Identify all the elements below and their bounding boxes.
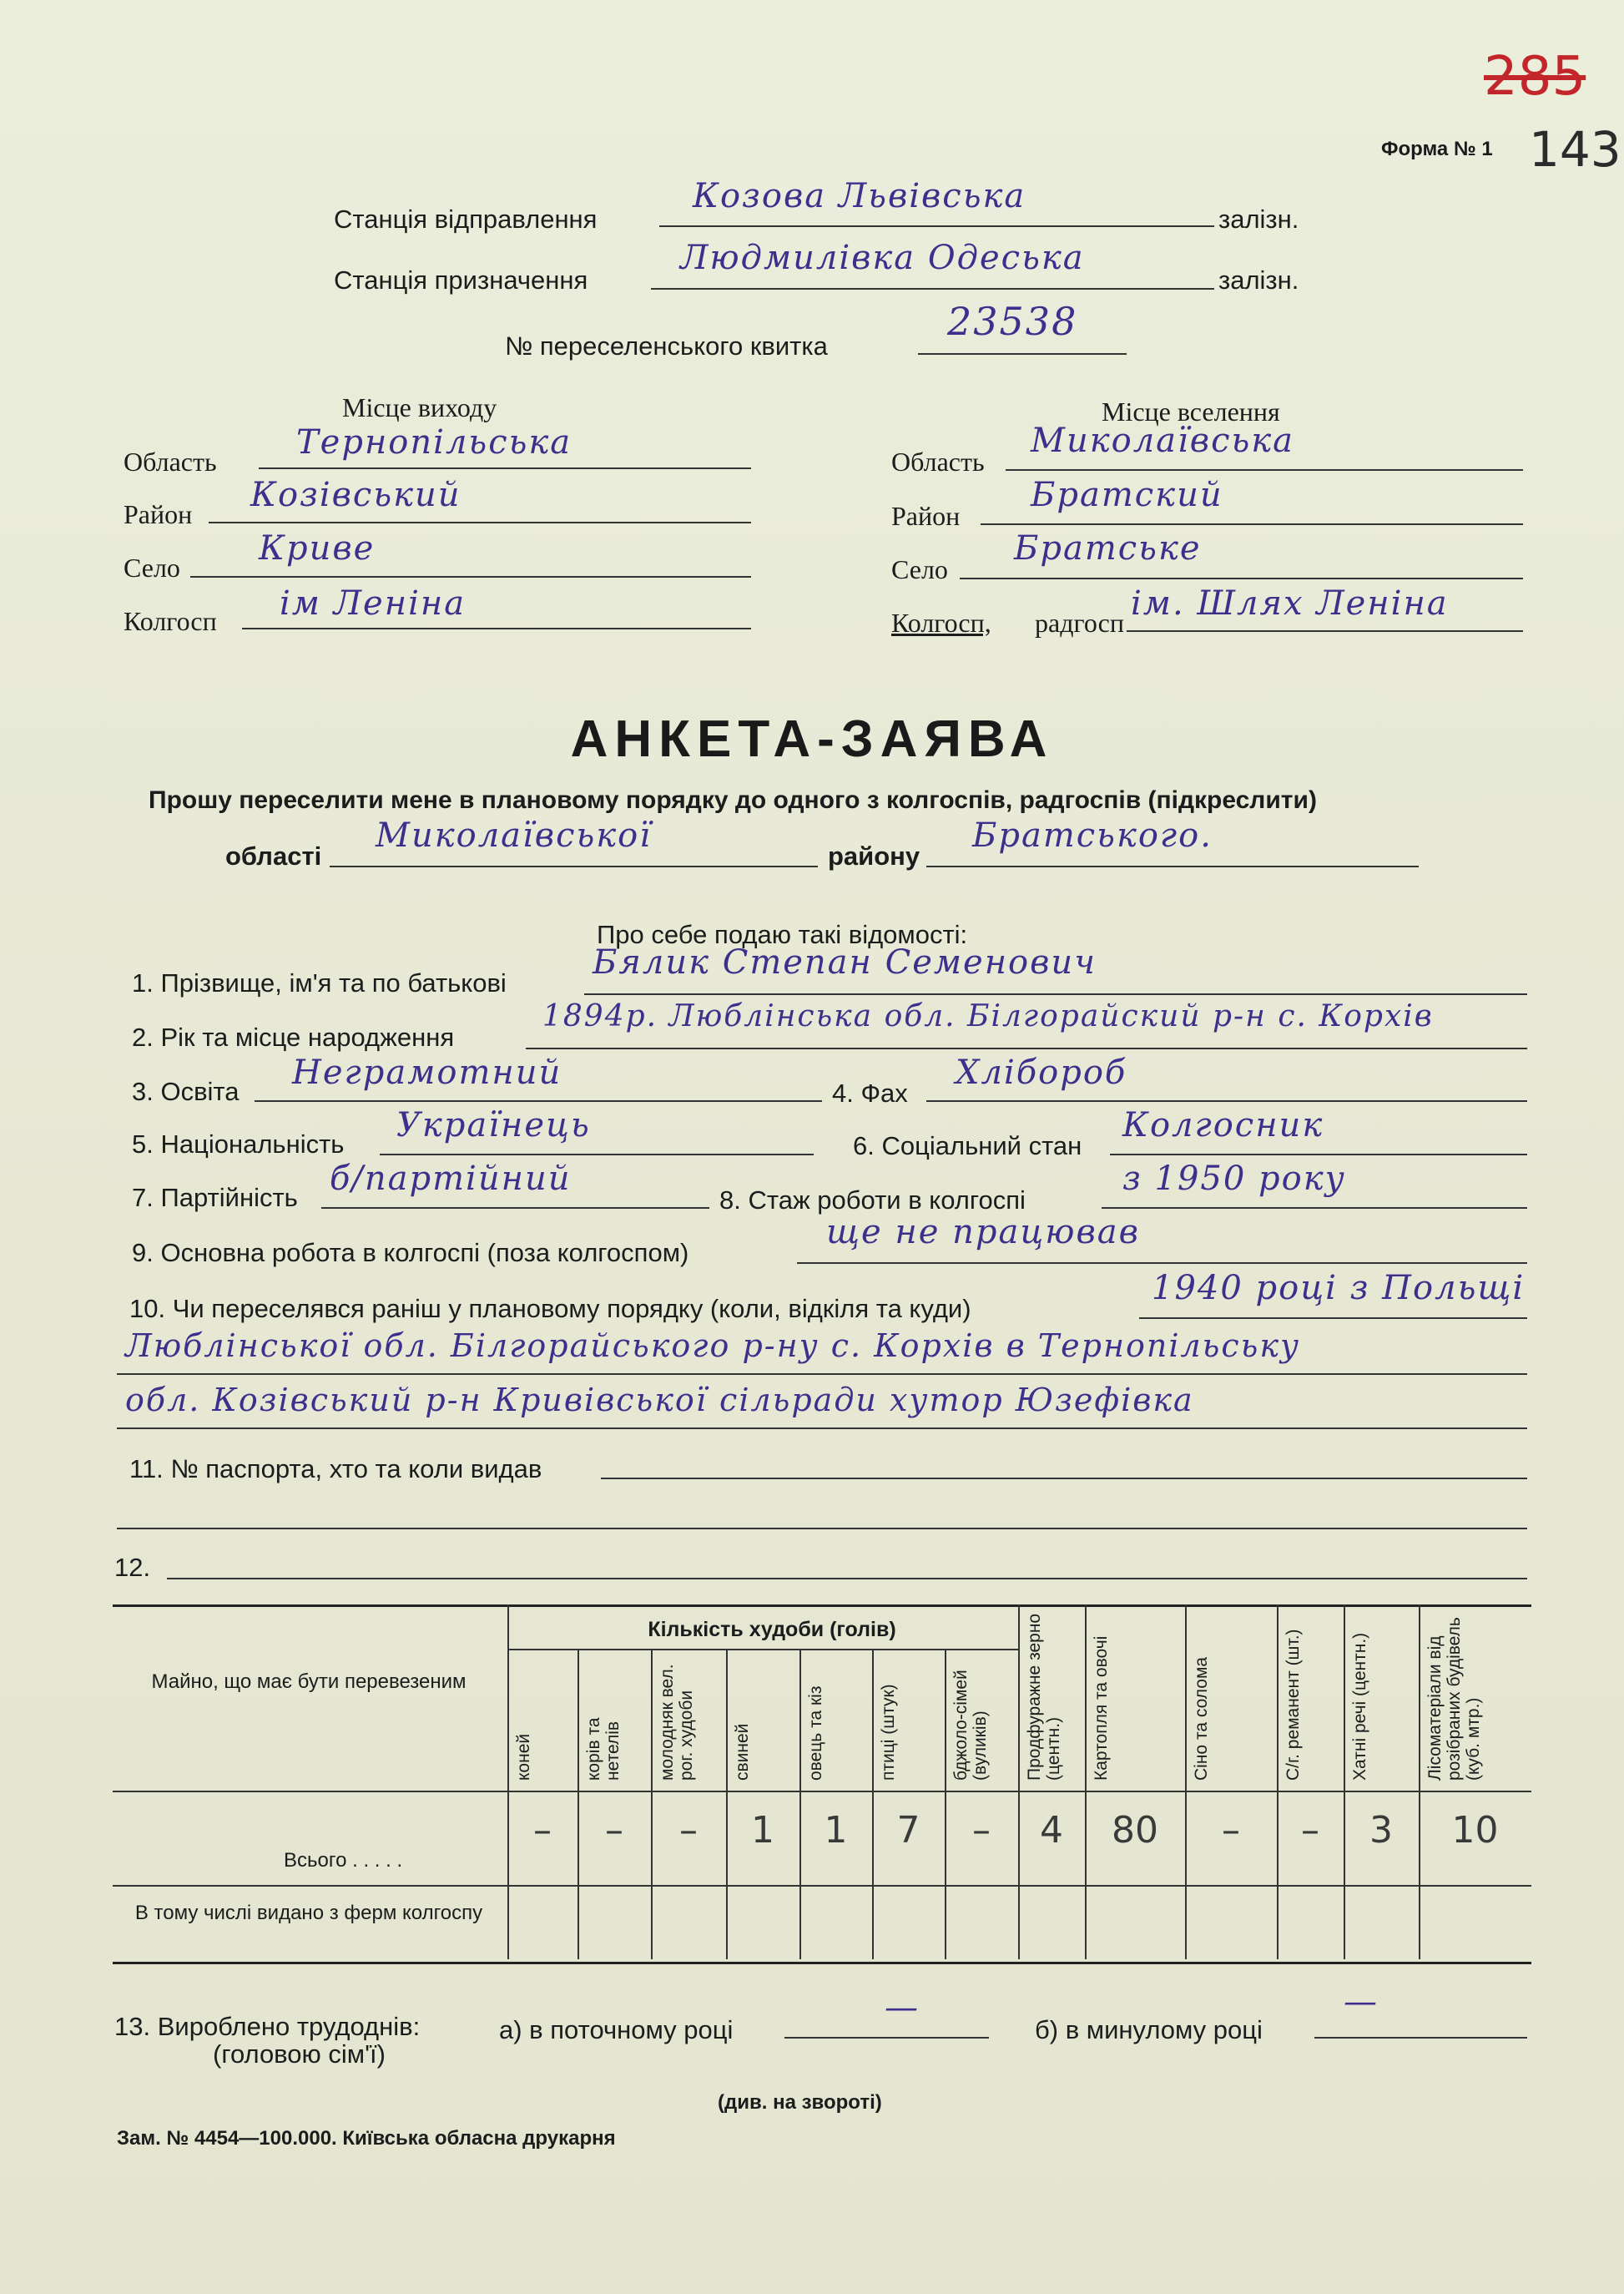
table-total-value: 80 [1112, 1809, 1158, 1852]
table-vertical-rule [1277, 1604, 1279, 1959]
destination-oblast-value: Миколаївська [1031, 422, 1294, 460]
field-10-line-2 [117, 1373, 1527, 1375]
destination-selo-value: Братське [1014, 529, 1202, 568]
destination-selo-line [960, 578, 1523, 579]
field-3-value: Неграмотний [292, 1054, 562, 1092]
destination-radhosp-label: радгосп [1035, 608, 1124, 638]
field-13a-line [784, 2037, 989, 2039]
form-number: Форма № 1 [1381, 138, 1493, 160]
table-total-value: 10 [1451, 1809, 1499, 1852]
field-11-line-2 [117, 1528, 1527, 1529]
field-7-label: 7. Партійність [132, 1183, 298, 1212]
info-heading: Про себе подаю такі відомості: [597, 920, 968, 949]
table-vertical-rule [1419, 1604, 1420, 1959]
destination-selo-label: Село [891, 554, 948, 584]
footer-printer: Зам. № 4454—100.000. Київська обласна друкарня [117, 2127, 616, 2150]
field-13a-value: — [885, 1988, 920, 2027]
field-12-line [167, 1578, 1527, 1579]
see-back-note: (див. на звороті) [718, 2091, 882, 2114]
table-horizontal-rule [507, 1649, 1018, 1650]
request-line: Прошу переселити мене в плановому порядку до одного з колгоспів, радгоспів (підкреслити) [149, 786, 1317, 814]
table-vertical-rule [1085, 1604, 1087, 1959]
field-3-line [255, 1100, 822, 1102]
destination-rail-suffix: залізн. [1218, 265, 1299, 295]
destination-kolhosp-label: Колгосп, [891, 608, 991, 638]
table-vertical-rule [1344, 1604, 1345, 1959]
table-total-value: – [533, 1809, 552, 1852]
origin-oblast-value: Тернопільська [296, 423, 572, 462]
departure-station-label: Станція відправлення [334, 205, 598, 234]
field-13b-value: — [1344, 1983, 1379, 2021]
field-13b-line [1314, 2037, 1527, 2039]
field-5-line [380, 1154, 814, 1155]
destination-kolhosp-line [1127, 630, 1523, 632]
departure-station-value: Козова Львівська [693, 177, 1026, 215]
request-oblast-line [330, 866, 818, 867]
origin-oblast-label: Область [124, 447, 217, 477]
table-vertical-rule [872, 1649, 874, 1959]
table-total-value: – [1301, 1809, 1319, 1852]
field-10-value-line2: Люблінської обл. Білгорайського р-ну с. Корхів в Тернопільську [125, 1327, 1301, 1364]
field-1-line [584, 993, 1527, 995]
field-8-label: 8. Стаж роботи в колгоспі [719, 1185, 1026, 1215]
destination-raion-label: Район [891, 501, 961, 531]
table-vertical-rule [577, 1649, 579, 1959]
table-column-header: Лісоматеріали від розібраних будівель (куб. мтр.) [1425, 1617, 1483, 1781]
table-vertical-rule [1018, 1604, 1020, 1959]
table-total-value: – [1222, 1809, 1240, 1852]
table-vertical-rule [799, 1649, 801, 1959]
origin-selo-label: Село [124, 553, 180, 583]
field-3-label: 3. Освіта [132, 1077, 240, 1106]
origin-selo-line [190, 576, 751, 578]
origin-raion-line [209, 522, 751, 523]
table-horizontal-rule [113, 1885, 1531, 1887]
table-column-header: Картопля та овочі [1092, 1635, 1111, 1781]
request-raion-line [926, 866, 1419, 867]
archive-old-number: 285 [1484, 46, 1586, 108]
request-raion-label: району [828, 841, 920, 871]
origin-kolhosp-label: Колгосп [124, 606, 217, 636]
table-vertical-rule [945, 1649, 946, 1959]
field-13b-label: б) в минулому році [1035, 2015, 1263, 2044]
field-9-label: 9. Основна робота в колгоспі (поза колгоспом) [132, 1238, 689, 1267]
table-total-value: 4 [1040, 1809, 1063, 1852]
table-column-header: птиці (штук) [879, 1684, 898, 1781]
destination-heading: Місце вселення [1102, 397, 1280, 427]
field-13a-label: а) в поточному році [499, 2015, 734, 2044]
table-total-value: – [972, 1809, 991, 1852]
table-column-header: молодняк вел. рог. худоби [658, 1664, 696, 1781]
field-8-value: з 1950 року [1122, 1160, 1346, 1198]
field-8-line [1102, 1207, 1527, 1209]
destination-station-label: Станція призначення [334, 265, 588, 295]
request-raion-value: Братського. [972, 816, 1213, 855]
field-10-label: 10. Чи переселявся раніш у плановому порядку (коли, відкіля та куди) [129, 1294, 971, 1323]
field-13-sublabel: (головою сім'ї) [213, 2039, 386, 2069]
field-6-line [1110, 1154, 1527, 1155]
table-column-header: корів та нетелів [584, 1717, 623, 1781]
table-total-value: 7 [896, 1809, 920, 1852]
table-column-header: свиней [733, 1723, 752, 1781]
ticket-label: № переселенського квитка [505, 331, 828, 361]
destination-raion-value: Братский [1031, 476, 1223, 514]
field-9-line [797, 1262, 1527, 1264]
origin-kolhosp-line [242, 628, 751, 629]
destination-oblast-line [1006, 469, 1523, 471]
field-10-line-1 [1139, 1317, 1527, 1319]
field-5-label: 5. Національність [132, 1129, 345, 1159]
field-6-value: Колгосник [1122, 1106, 1324, 1144]
destination-kolhosp-value: ім. Шлях Леніна [1131, 584, 1449, 623]
field-2-label: 2. Рік та місце народження [132, 1023, 455, 1052]
origin-raion-value: Козівський [250, 476, 461, 514]
field-9-value: ще не працював [826, 1213, 1140, 1251]
table-livestock-header: Кількість худоби (голів) [648, 1618, 896, 1641]
origin-heading: Місце виходу [342, 392, 497, 422]
field-4-line [926, 1100, 1527, 1102]
table-horizontal-rule [113, 1791, 1531, 1792]
field-7-value: б/партійний [330, 1160, 572, 1198]
field-1-label: 1. Прізвище, ім'я та по батькові [132, 968, 507, 998]
origin-raion-label: Район [124, 499, 193, 529]
table-total-value: – [679, 1809, 698, 1852]
table-total-value: 3 [1369, 1809, 1393, 1852]
table-column-header: Хатні речі (центн.) [1350, 1632, 1369, 1781]
table-column-header: С/г. реманент (шт.) [1284, 1629, 1303, 1781]
origin-selo-value: Криве [259, 529, 376, 568]
field-1-value: Бялик Степан Семенович [593, 943, 1097, 982]
request-oblast-label: області [225, 841, 322, 871]
table-vertical-rule [651, 1649, 653, 1959]
table-vertical-rule [726, 1649, 728, 1959]
origin-kolhosp-value: ім Леніна [280, 584, 467, 623]
ticket-line [918, 353, 1127, 355]
field-4-value: Хлібороб [956, 1054, 1127, 1092]
table-property-header: Майно, що має бути перевезеним [151, 1670, 467, 1693]
request-oblast-value: Миколаївської [376, 816, 653, 855]
field-10-value-line1: 1940 році з Польщі [1152, 1269, 1526, 1307]
field-2-line [526, 1048, 1527, 1049]
table-total-value: 1 [824, 1809, 848, 1852]
field-4-label: 4. Фах [832, 1079, 908, 1108]
table-column-header: коней [514, 1733, 533, 1781]
departure-rail-suffix: залізн. [1218, 205, 1299, 234]
departure-station-line [659, 225, 1214, 227]
table-column-header: Продфуражне зерно (центн.) [1025, 1613, 1063, 1781]
table-column-header: Сіно та солома [1192, 1656, 1211, 1781]
table-column-header: овець та кіз [806, 1685, 825, 1781]
field-7-line [321, 1207, 709, 1209]
destination-raion-line [981, 523, 1523, 525]
table-total-label: Всього . . . . . [284, 1849, 403, 1872]
field-6-label: 6. Соціальний стан [853, 1131, 1082, 1160]
field-10-value-line3: обл. Козівський р-н Кривівської сільради хутор Юзефівка [125, 1382, 1194, 1418]
destination-station-value: Людмилівка Одеська [680, 239, 1085, 277]
ticket-value: 23538 [947, 299, 1078, 344]
destination-oblast-label: Область [891, 447, 985, 477]
field-11-label: 11. № паспорта, хто та коли видав [129, 1454, 542, 1483]
table-column-header: бджоло-сімей (вуликів) [951, 1670, 990, 1781]
field-12-label: 12. [114, 1553, 151, 1582]
field-13-label: 13. Вироблено трудоднів: [114, 2012, 421, 2041]
origin-oblast-line [259, 467, 751, 469]
field-2-value: 1894р. Люблінська обл. Білгорайский р-н с. Корхів [542, 999, 1434, 1033]
field-5-value: Українець [396, 1106, 591, 1144]
table-vertical-rule [507, 1604, 509, 1959]
archive-new-number: 143 [1529, 121, 1621, 178]
table-total-value: – [605, 1809, 623, 1852]
field-10-line-3 [117, 1427, 1527, 1429]
table-vertical-rule [1185, 1604, 1187, 1959]
table-farm-label: В тому числі видано з ферм колгоспу [134, 1902, 483, 1924]
table-total-value: 1 [751, 1809, 774, 1852]
page-title: АНКЕТА-ЗАЯВА [570, 710, 1054, 768]
field-11-line-1 [601, 1478, 1527, 1479]
destination-station-line [651, 288, 1214, 290]
